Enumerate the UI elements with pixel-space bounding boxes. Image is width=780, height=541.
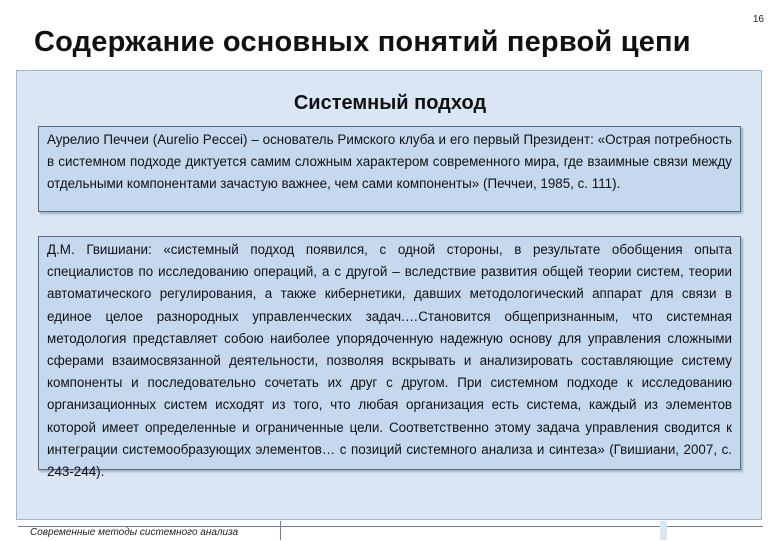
quote-box-gvishiani xyxy=(38,236,741,480)
slide-title: Содержание основных понятий первой цепи xyxy=(34,26,691,58)
slide-number: 16 xyxy=(752,14,764,25)
section-subtitle: Системный подход xyxy=(293,92,487,114)
quote-text-gvishiani: Д.М. Гвишиани: «системный подход появился, с одной стороны, в результате обобщения опыта специалистов по исследованию операций, а с другой – вследствие развития общей теории систем, теории автоматического регулирования, а также кибернетики, давших методологический аппарат для связи в единое целое разнородных управленческих задач.…Становится общепризнанным, что системная методология представляет собою наиболее упорядоченную надежную основу для управления сложными сферами взаимосвязанной деятельности, позволяя вскрывать и анализировать составляющие систему компоненты и последовательно сочетать их друг с другом. При системном подходе к исследованию организационных систем исходят из того, что любая организация есть система, каждый из элементов которой имеет определенные и ограниченные цели. Соответственно этому задача управления сводится к интеграции системообразующих элементов… с позиций системного анализа и синтеза» (Гвишиани, 2007, с. 243-244). xyxy=(47,242,732,480)
footer-marker xyxy=(660,521,667,540)
footer-divider xyxy=(280,521,281,540)
quote-text-peccei: Аурелио Печчеи (Aurelio Peccei) – основатель Римского клуба и его первый Президент: «Острая потребность в системном подходе диктуется самим сложным характером современного мира, где взаимные связи между отдельными компонентами зачастую важнее, чем сами компоненты» (Печчеи, 1985, с. 111). xyxy=(47,132,732,192)
quote-box-peccei xyxy=(38,126,741,212)
footer-text: Современные методы системного анализа xyxy=(30,527,239,538)
